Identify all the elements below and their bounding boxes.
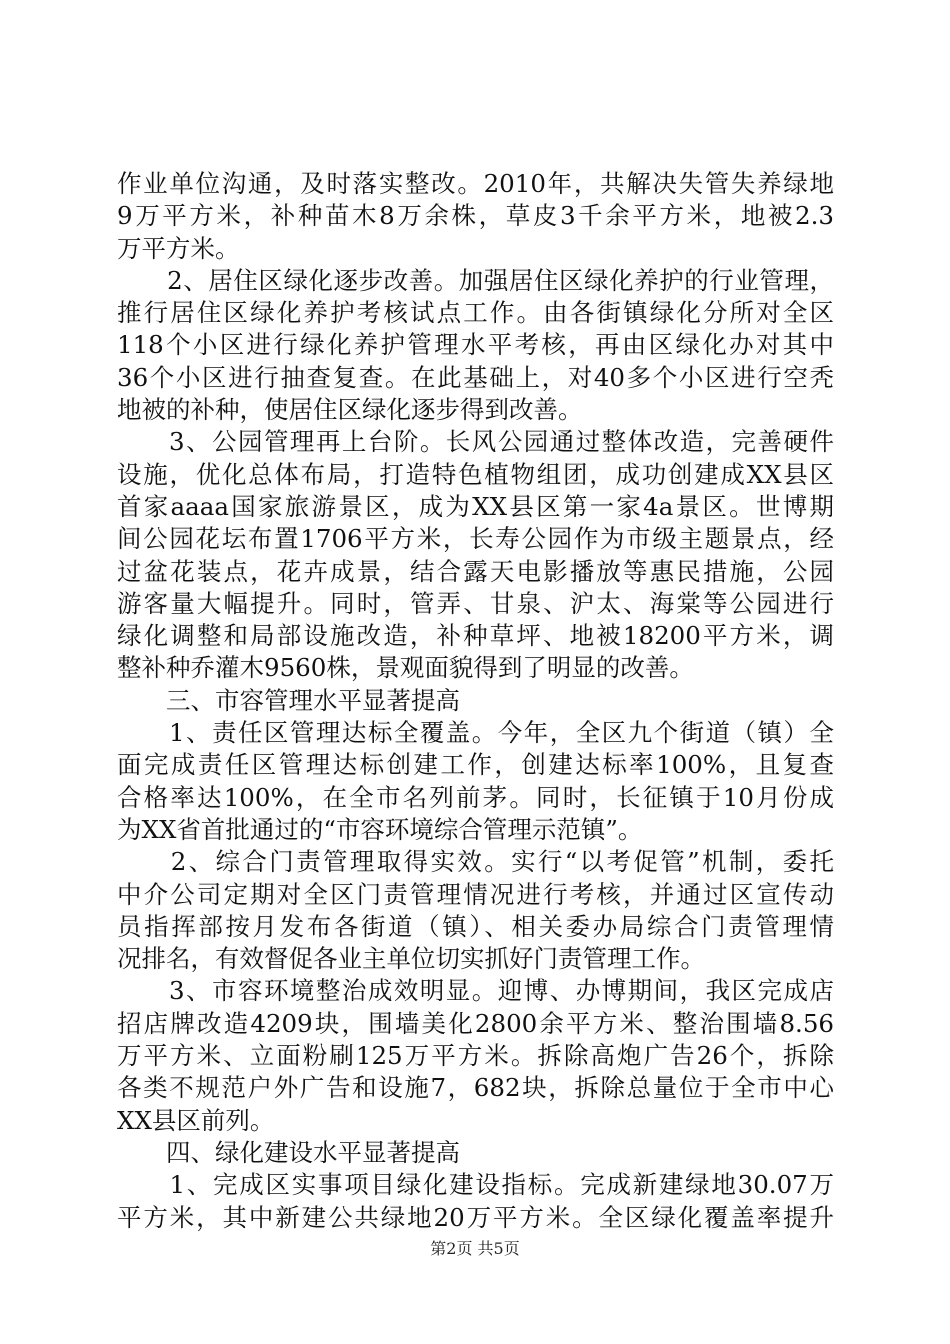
section-heading: 三、市容管理水平显著提高 — [117, 685, 460, 715]
text-line: 2、居住区绿化逐步改善。加强居住区绿化养护的行业管理， — [117, 265, 834, 295]
text-line: 况排名，有效督促各业主单位切实抓好门责管理工作。 — [117, 944, 705, 974]
document-body — [117, 168, 834, 1234]
text-line: 推行居住区绿化养护考核试点工作。由各街镇绿化分所对全区 — [117, 298, 834, 328]
text-line: 3、市容环境整治成效明显。迎博、办博期间，我区完成店 — [117, 976, 834, 1006]
text-line: 平方米，其中新建公共绿地20万平方米。全区绿化覆盖率提升 — [117, 1202, 834, 1232]
text-line: 过盆花装点，花卉成景，结合露天电影播放等惠民措施，公园 — [117, 556, 834, 586]
text-line: 中介公司定期对全区门责管理情况进行考核，并通过区宣传动 — [117, 879, 834, 909]
text-line: 118个小区进行绿化养护管理水平考核，再由区绿化办对其中 — [117, 330, 834, 360]
text-line: 万平方米。 — [117, 233, 240, 263]
text-line: 面完成责任区管理达标创建工作，创建达标率100%，且复查 — [117, 750, 834, 780]
text-line: 万平方米、立面粉刷125万平方米。拆除高炮广告26个，拆除 — [117, 1041, 834, 1071]
text-line: 间公园花坛布置1706平方米，长寿公园作为市级主题景点，经 — [117, 524, 834, 554]
text-line: 员指挥部按月发布各街道（镇）、相关委办局综合门责管理情 — [117, 911, 834, 941]
text-line: 合格率达100%，在全市名列前茅。同时，长征镇于10月份成 — [117, 782, 834, 812]
text-line: 各类不规范户外广告和设施7，682块，拆除总量位于全市中心 — [117, 1073, 834, 1103]
text-line: XX县区前列。 — [117, 1105, 275, 1135]
text-line: 绿化调整和局部设施改造，补种草坪、地被18200平方米，调 — [117, 621, 834, 651]
text-line: 地被的补种，使居住区绿化逐步得到改善。 — [117, 395, 583, 425]
text-line: 1、完成区实事项目绿化建设指标。完成新建绿地30.07万 — [117, 1170, 834, 1200]
page-footer: 第2页 共5页 — [430, 1239, 520, 1258]
text-line: 9万平方米，补种苗木8万余株，草皮3千余平方米，地被2.3 — [117, 201, 834, 231]
text-line: 游客量大幅提升。同时，管弄、甘泉、沪太、海棠等公园进行 — [117, 588, 834, 618]
text-line: 1、责任区管理达标全覆盖。今年，全区九个街道（镇）全 — [117, 718, 834, 748]
section-heading: 四、绿化建设水平显著提高 — [117, 1137, 460, 1167]
text-line: 3、公园管理再上台阶。长风公园通过整体改造，完善硬件 — [117, 427, 834, 457]
text-line: 招店牌改造4209块，围墙美化2800余平方米、整治围墙8.56 — [117, 1008, 834, 1038]
text-line: 整补种乔灌木9560株，景观面貌得到了明显的改善。 — [117, 653, 694, 683]
text-line: 36个小区进行抽查复查。在此基础上，对40多个小区进行空秃 — [117, 362, 834, 392]
text-line: 作业单位沟通，及时落实整改。2010年，共解决失管失养绿地 — [117, 169, 834, 198]
text-line: 设施，优化总体布局，打造特色植物组团，成功创建成XX县区 — [117, 459, 834, 489]
text-line: 2、综合门责管理取得实效。实行“以考促管”机制，委托 — [117, 847, 834, 877]
text-line: 首家aaaa国家旅游景区，成为XX县区第一家4a景区。世博期 — [117, 491, 834, 521]
text-line: 为XX省首批通过的“市容环境综合管理示范镇”。 — [117, 814, 643, 844]
